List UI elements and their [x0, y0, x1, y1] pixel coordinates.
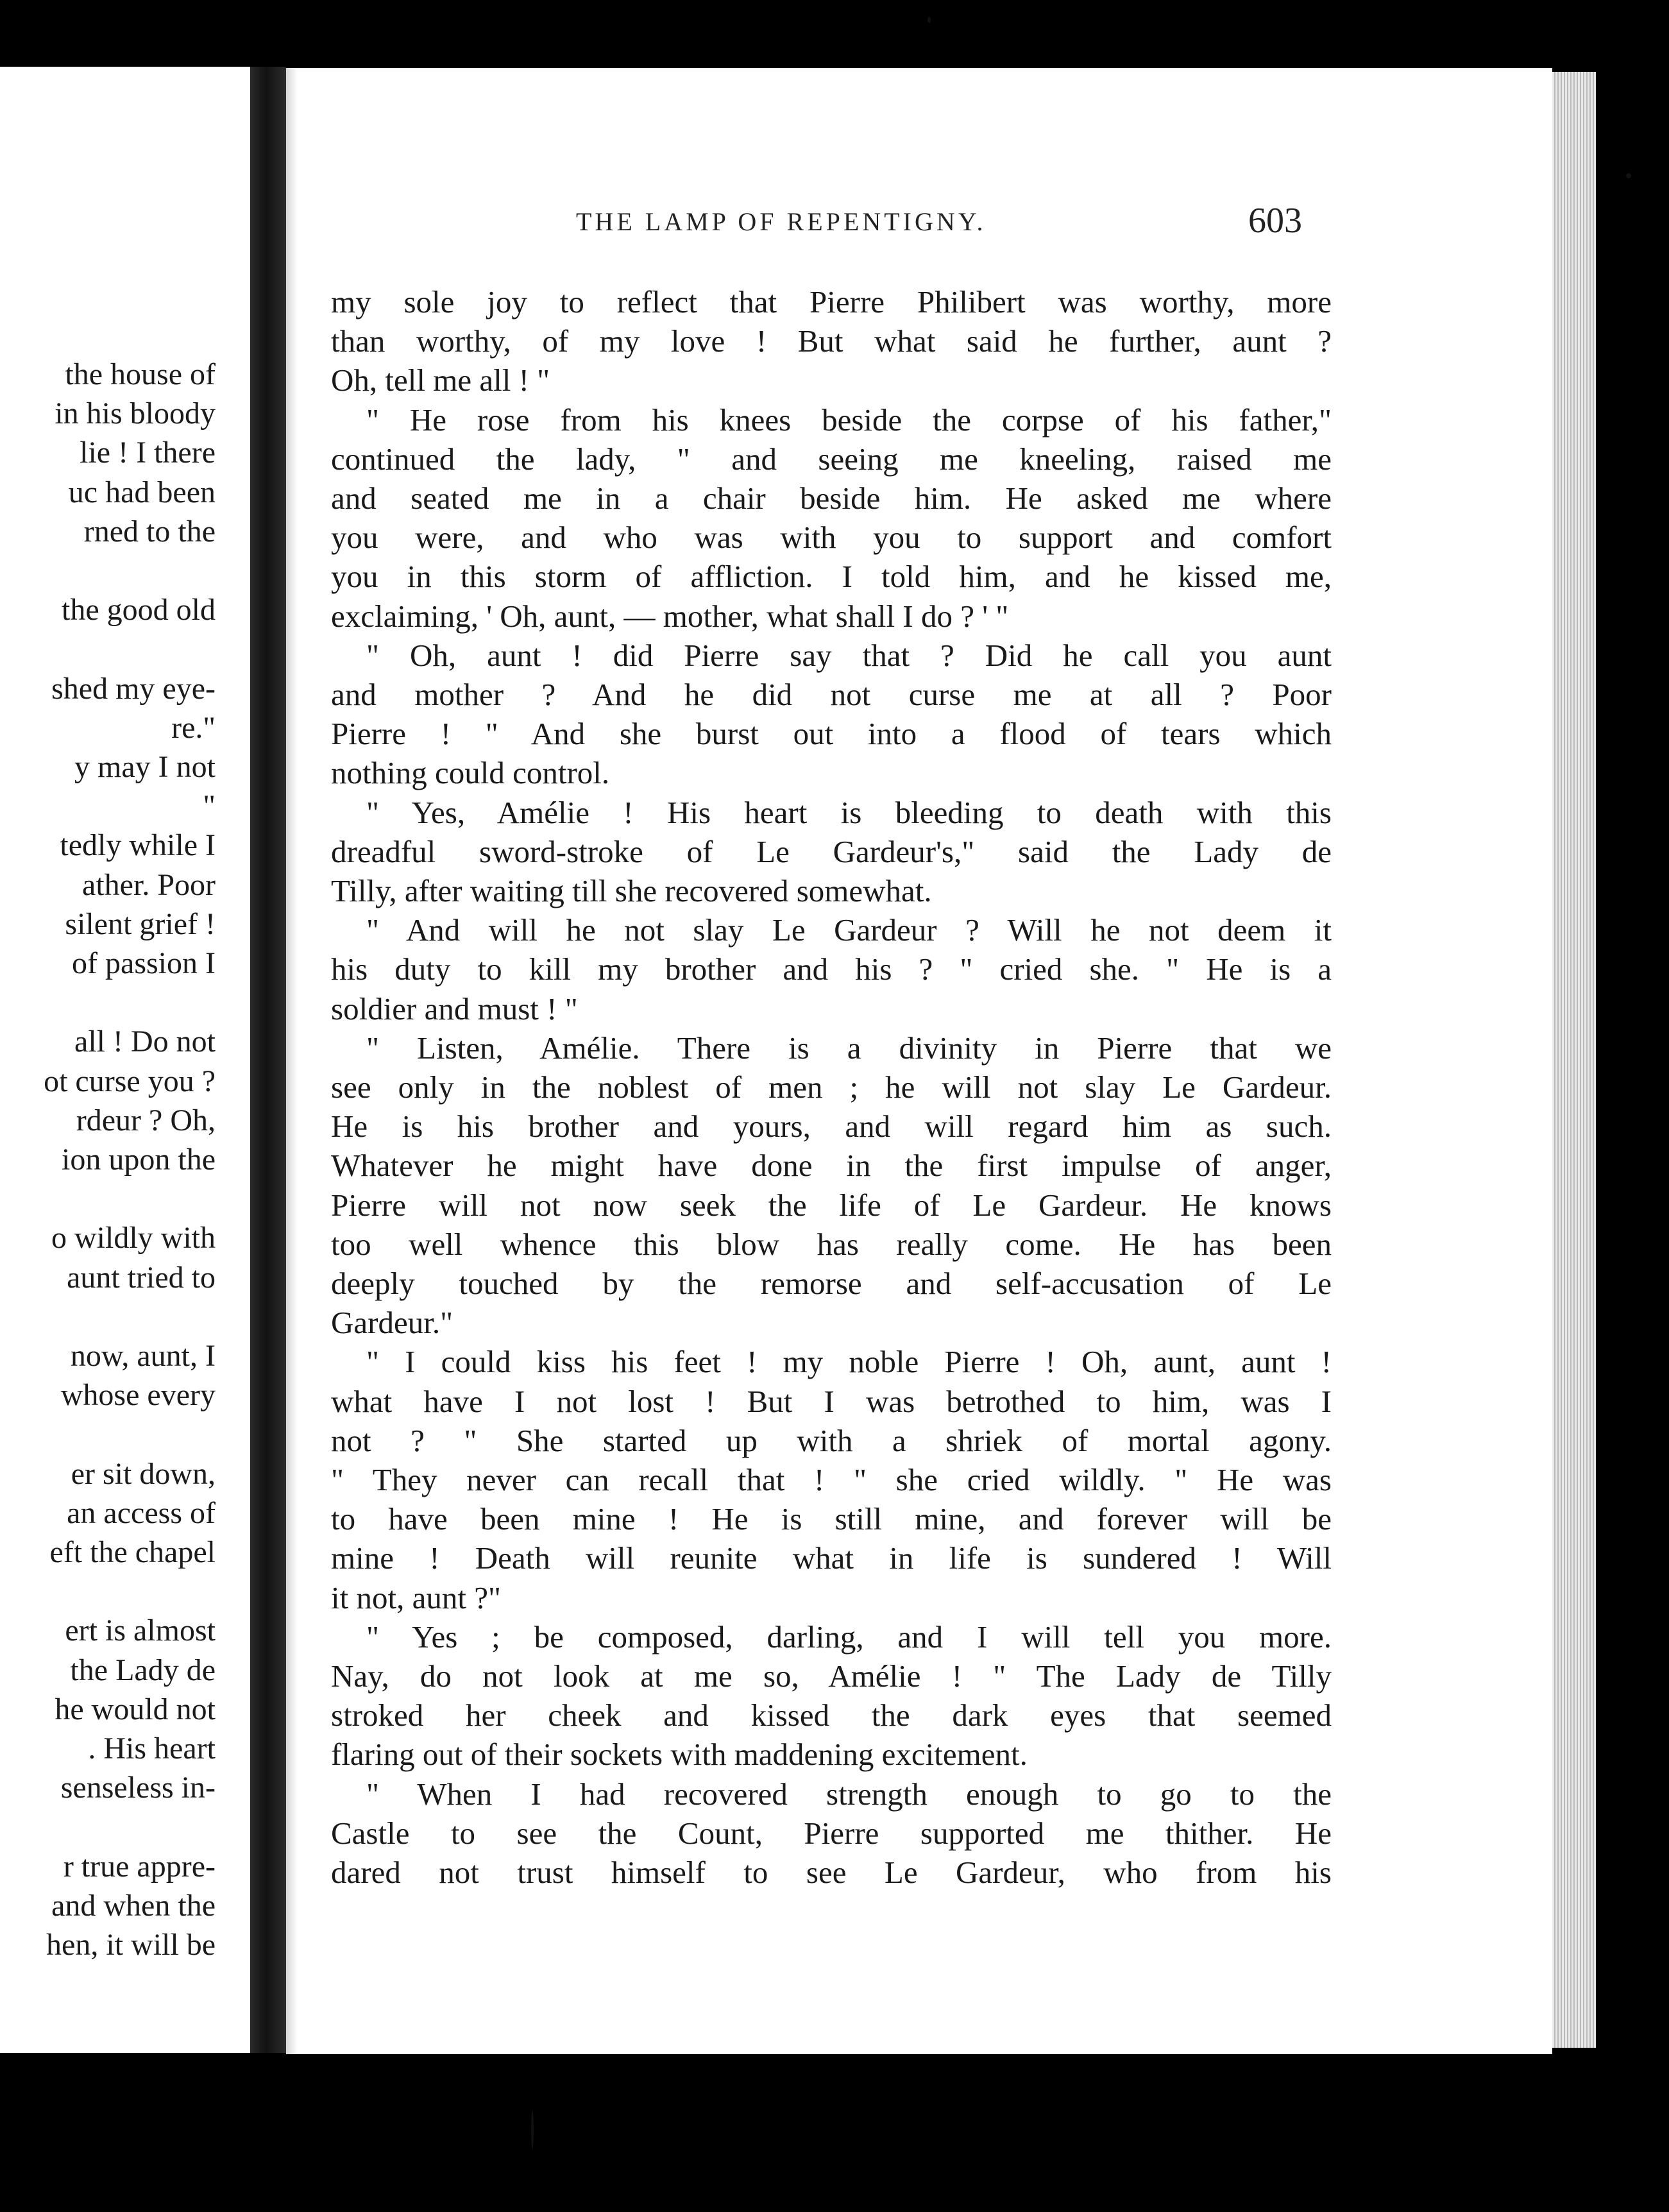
text-line: too well whence this blow has really come. He has been: [331, 1226, 1332, 1262]
previous-page-fragment: aunt tried to: [67, 1260, 216, 1295]
previous-page-fragment: er sit down,: [71, 1456, 216, 1491]
previous-page-fragment: re.": [171, 710, 216, 745]
text-line: Whatever he might have done in the first impulse of anger,: [331, 1148, 1332, 1184]
previous-page-fragment: ather. Poor: [82, 867, 216, 902]
text-line: Pierre ! " And she burst out into a flood of tears which: [331, 716, 1332, 752]
previous-page-fragment: y may I not: [74, 750, 216, 784]
scan-speck: [531, 2111, 534, 2149]
page-binding-shadow: [286, 68, 298, 2054]
text-line: dreadful sword-stroke of Le Gardeur's," said the Lady de: [331, 833, 1332, 869]
text-line: you in this storm of affliction. I told him, and he kissed me,: [331, 559, 1332, 595]
previous-page-fragment: an access of: [67, 1495, 216, 1530]
previous-page-fragment: he would not: [55, 1692, 216, 1726]
previous-page-fragment: hen, it will be: [46, 1928, 216, 1962]
text-line: " Listen, Amélie. There is a divinity in Pierre that we: [366, 1030, 1332, 1066]
previous-page-fragment: in his bloody: [55, 396, 216, 431]
text-line: Gardeur.": [331, 1305, 453, 1341]
text-line: it not, aunt ?": [331, 1579, 501, 1615]
text-line: He is his brother and yours, and will regard him as such.: [331, 1109, 1332, 1144]
book-gutter: [250, 67, 286, 2053]
text-line: " And will he not slay Le Gardeur ? Will he not deem it: [366, 912, 1332, 948]
text-line: dared not trust himself to see Le Gardeur, who from his: [331, 1855, 1332, 1890]
text-line: and seated me in a chair beside him. He asked me where: [331, 481, 1332, 516]
previous-page-fragment: rned to the: [83, 514, 216, 549]
text-line: stroked her cheek and kissed the dark eyes that seemed: [331, 1697, 1332, 1733]
text-line: not ? " She started up with a shriek of mortal agony.: [331, 1422, 1332, 1458]
previous-page-edge: [0, 67, 257, 2053]
text-line: my sole joy to reflect that Pierre Philibert was worthy, more: [331, 284, 1332, 319]
text-line: to have been mine ! He is still mine, and forever will be: [331, 1501, 1332, 1537]
previous-page-fragment: r true appre-: [63, 1849, 216, 1884]
text-line: " They never can recall that ! " she cried wildly. " He was: [331, 1462, 1332, 1497]
previous-page-fragment: whose every: [60, 1378, 216, 1413]
text-line: his duty to kill my brother and his ? " cried she. " He is a: [331, 951, 1332, 987]
text-line: nothing could control.: [331, 755, 610, 791]
text-line: Nay, do not look at me so, Amélie ! " The Lady de Tilly: [331, 1658, 1332, 1694]
text-line: soldier and must ! ": [331, 991, 578, 1026]
previous-page-fragment: all ! Do not: [74, 1025, 216, 1059]
previous-page-fragment: the house of: [65, 357, 216, 391]
text-line: Oh, tell me all ! ": [331, 362, 550, 398]
text-line: exclaiming, ' Oh, aunt, — mother, what shall I do ? ' ": [331, 598, 1009, 634]
previous-page-fragment: ": [203, 789, 216, 824]
text-line: deeply touched by the remorse and self-accusation of Le: [331, 1266, 1332, 1301]
text-line: " Yes, Amélie ! His heart is bleeding to death with this: [366, 794, 1332, 830]
text-line: " Oh, aunt ! did Pierre say that ? Did he call you aunt: [366, 637, 1332, 673]
previous-page-fragment: eft the chapel: [49, 1535, 216, 1569]
text-line: Castle to see the Count, Pierre supported me thither. He: [331, 1815, 1332, 1851]
text-line: " He rose from his knees beside the corpse of his father,": [366, 402, 1332, 438]
page-number: 603: [1248, 201, 1302, 241]
previous-page-fragment: o wildly with: [51, 1221, 216, 1255]
text-line: Pierre will not now seek the life of Le Gardeur. He knows: [331, 1187, 1332, 1223]
previous-page-fragment: shed my eye-: [51, 671, 216, 706]
text-line: flaring out of their sockets with maddening excitement.: [331, 1737, 1028, 1773]
previous-page-fragment: now, aunt, I: [70, 1339, 216, 1373]
text-line: and mother ? And he did not curse me at all ? Poor: [331, 677, 1332, 712]
previous-page-fragment: silent grief !: [65, 906, 216, 941]
text-line: see only in the noblest of men ; he will not slay Le Gardeur.: [331, 1069, 1332, 1105]
previous-page-fragment: ot curse you ?: [44, 1064, 216, 1098]
text-line: " When I had recovered strength enough to go to the: [366, 1776, 1332, 1812]
previous-page-fragment: of passion I: [72, 946, 216, 980]
previous-page-fragment: lie ! I there: [80, 436, 216, 470]
previous-page-fragment: . His heart: [88, 1731, 216, 1765]
text-line: Tilly, after waiting till she recovered somewhat.: [331, 873, 932, 908]
text-line: mine ! Death will reunite what in life is sundered ! Will: [331, 1540, 1332, 1576]
previous-page-fragment: ert is almost: [65, 1613, 216, 1648]
page-edges: [1552, 72, 1596, 2048]
text-line: you were, and who was with you to support and comfort: [331, 520, 1332, 556]
previous-page-fragment: tedly while I: [60, 828, 216, 863]
text-line: than worthy, of my love ! But what said he further, aunt ?: [331, 323, 1332, 359]
scan-speck: [928, 17, 931, 23]
previous-page-fragment: senseless in-: [60, 1771, 216, 1805]
text-line: continued the lady, " and seeing me kneeling, raised me: [331, 441, 1332, 477]
previous-page-fragment: ion upon the: [62, 1143, 216, 1177]
running-title: THE LAMP OF REPENTIGNY.: [576, 207, 987, 236]
previous-page-fragment: uc had been: [68, 475, 216, 509]
text-line: " Yes ; be composed, darling, and I will tell you more.: [366, 1619, 1332, 1655]
previous-page-fragment: the good old: [62, 593, 216, 627]
scan-speck: [1626, 173, 1631, 178]
previous-page-fragment: rdeur ? Oh,: [76, 1103, 216, 1137]
text-line: " I could kiss his feet ! my noble Pierre ! Oh, aunt, aunt !: [366, 1344, 1332, 1380]
previous-page-fragment: and when the: [51, 1888, 216, 1923]
previous-page-fragment: the Lady de: [70, 1653, 216, 1687]
text-line: what have I not lost ! But I was betrothed to him, was I: [331, 1383, 1332, 1419]
